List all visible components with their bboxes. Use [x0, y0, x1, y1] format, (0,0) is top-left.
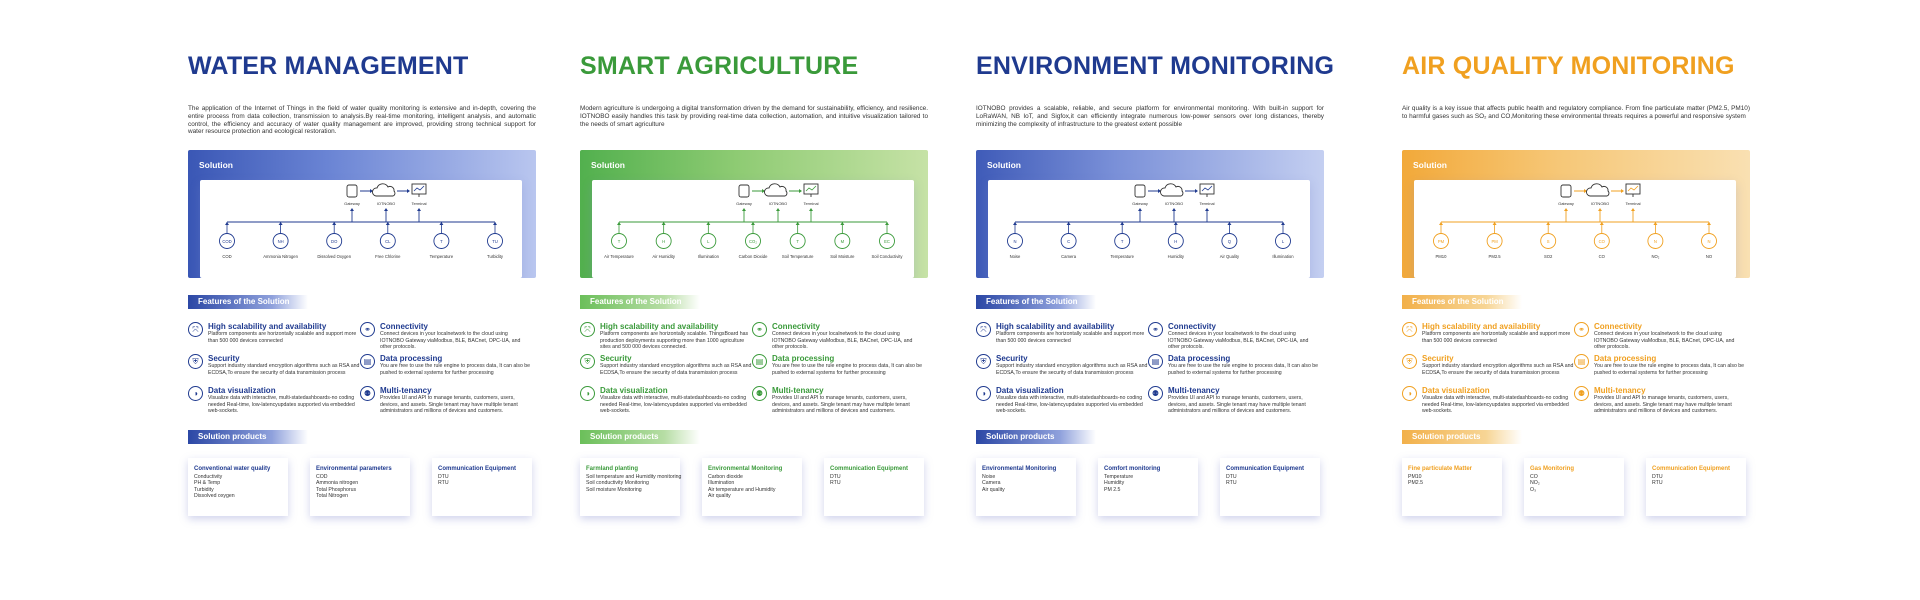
product-title: Communication Equipment	[830, 466, 908, 472]
feature-title: Connectivity	[1594, 322, 1643, 331]
product-item: RTU	[1652, 480, 1663, 487]
terminal-label: Terminal	[803, 201, 819, 206]
solution-diagram	[1402, 150, 1750, 278]
sensor-air-quality-icon	[1222, 234, 1237, 249]
sensor-abbr: CO₂	[749, 239, 757, 244]
product-card-farmland-planting[interactable]	[580, 458, 680, 516]
solution-card	[200, 180, 522, 278]
terminal-label: Terminal	[1625, 201, 1641, 206]
product-item: Temperature	[1104, 474, 1134, 480]
data-processing-icon: ▤	[1574, 354, 1589, 369]
sensor-label: Humidity	[1167, 254, 1184, 259]
product-title: Communication Equipment	[438, 466, 516, 472]
sensor-free-chlorine-icon	[380, 234, 395, 249]
sensor-abbr: Q	[1227, 239, 1232, 244]
sensor-air-temperature-icon	[612, 234, 627, 249]
product-title: Farmland planting	[586, 466, 639, 472]
scalability-icon: ⤧	[188, 322, 203, 337]
sensor-label: Carbon Dioxide	[738, 254, 768, 259]
data-processing-icon: ▤	[1148, 354, 1163, 369]
sensor-abbr: TU	[492, 239, 498, 244]
feature-title: High scalability and availability	[996, 322, 1115, 331]
sensor-soil-moisture-icon	[835, 234, 850, 249]
connectivity-icon: ⚭	[752, 322, 767, 337]
product-item: Humidity	[1104, 480, 1125, 487]
sensor-abbr: DO	[331, 239, 338, 244]
cloud-icon	[1160, 184, 1182, 196]
multi-tenancy-icon: ⚉	[752, 386, 767, 401]
panel-water-management	[188, 50, 536, 530]
terminal-label: Terminal	[1199, 201, 1215, 206]
sensor-cod-icon	[220, 234, 235, 249]
security-icon: ⛨	[580, 354, 595, 369]
products-header: Solution products	[188, 430, 308, 444]
sensor-abbr: H	[1174, 239, 1178, 244]
feature-title: High scalability and availability	[1422, 322, 1541, 331]
solution-label: Solution	[987, 160, 1021, 170]
sensor-abbr: N	[1653, 239, 1657, 244]
sensor-label: PM2.5	[1488, 254, 1501, 259]
cloud-icon	[764, 184, 786, 196]
product-item: PH & Temp	[194, 480, 221, 487]
sensor-abbr: EC	[884, 239, 890, 244]
product-item: Air quality	[982, 486, 1005, 493]
feature-description: Visualize data with interactive, multi-statedashboards-no coding needed Real-time, low-latencyupdates supported via embedded web-sockets.	[996, 395, 1143, 415]
sensor-abbr: N	[1707, 239, 1711, 244]
terminal-icon	[1626, 184, 1640, 197]
sensor-pm2-5-icon	[1487, 234, 1502, 249]
terminal-icon	[1200, 184, 1214, 197]
sensor-label: Illumination	[697, 254, 719, 259]
feature-description: You are free to use the rule engine to process data, It can also be pushed to external systems for further processing	[380, 363, 531, 376]
scalability-icon: ⤧	[976, 322, 991, 337]
panel-description: Modern agriculture is undergoing a digital transformation driven by the demand for sustainability, efficiency, and resilience. IOTNOBO easily handles this task by providing real-time data collection, automation, and intuitive visualization tailored to the needs of smart agriculture	[580, 105, 928, 128]
product-item: Noise	[982, 474, 996, 480]
panel-title: WATER MANAGEMENT	[188, 52, 469, 80]
features-header: Features of the Solution	[580, 295, 700, 309]
multi-tenancy-icon: ⚉	[1574, 386, 1589, 401]
product-title: Environmental Monitoring	[708, 466, 783, 472]
solution-label: Solution	[199, 160, 233, 170]
sensor-abbr: M	[840, 239, 845, 244]
feature-title: Data processing	[380, 354, 443, 363]
connectivity-icon: ⚭	[1148, 322, 1163, 337]
sensor-turbidity-icon	[488, 234, 503, 249]
feature-description: Visualize data with interactive, multi-statedashboards-no coding needed Real-time, low-latencyupdates supported via embedded web-sockets.	[208, 395, 355, 415]
feature-title: Connectivity	[1168, 322, 1217, 331]
solution-diagram	[580, 150, 928, 278]
product-item: DTU	[1226, 474, 1237, 480]
features-header: Features of the Solution	[976, 295, 1096, 309]
product-title: Environmental Monitoring	[982, 466, 1057, 472]
gateway-icon	[739, 185, 749, 197]
products-row	[188, 458, 536, 516]
data-visualization-icon: ◑	[976, 386, 991, 401]
feature-title: Security	[600, 354, 632, 363]
product-item: Ammonia nitrogen	[316, 480, 359, 487]
product-item: CO	[1530, 474, 1538, 480]
product-title: Gas Monitoring	[1530, 466, 1574, 472]
feature-title: Data visualization	[208, 386, 276, 395]
sensor-label: Free Chlorine	[375, 254, 401, 259]
sensor-co-icon	[1594, 234, 1609, 249]
panel-description: The application of the Internet of Things in the field of water quality monitoring is extensive and in-depth, covering the entire process from data collection, transmission to analysis.By real-time monitoring, intelligent analysis, and automatic control, the efficiency and accuracy of water quality management are improved, providing strong technical support for water resource protection and ecological restoration.	[188, 105, 536, 136]
sensor-label: NO₂	[1651, 254, 1660, 259]
security-icon: ⛨	[976, 354, 991, 369]
solution-diagram	[188, 150, 536, 278]
product-card-environmental-parameters[interactable]	[310, 458, 410, 516]
panel-environment-monitoring	[976, 50, 1335, 530]
feature-title: Data processing	[772, 354, 835, 363]
sensor-abbr: CL	[385, 239, 391, 244]
product-title: Communication Equipment	[1226, 466, 1304, 472]
sensor-abbr: NH	[277, 239, 284, 244]
panel-title: AIR QUALITY MONITORING	[1402, 52, 1735, 80]
product-item: COD	[316, 474, 328, 480]
connectivity-icon: ⚭	[360, 322, 375, 337]
sensor-abbr: PM	[1437, 239, 1445, 244]
panel-smart-agriculture	[580, 50, 928, 530]
sensor-noise-icon	[1008, 234, 1023, 249]
sensor-label: Air Quality	[1219, 254, 1240, 259]
gateway-label: Gateway	[736, 201, 752, 206]
product-item: Total Nitrogen	[316, 493, 349, 500]
sensor-carbon-dioxide-icon	[746, 234, 761, 249]
solution-flow-svg	[592, 180, 914, 278]
security-icon: ⛨	[1402, 354, 1417, 369]
feature-title: High scalability and availability	[600, 322, 719, 331]
products-header: Solution products	[1402, 430, 1522, 444]
sensor-abbr: N	[1013, 239, 1017, 244]
product-item: Turbidity	[194, 486, 214, 493]
scalability-icon: ⤧	[580, 322, 595, 337]
data-visualization-icon: ◑	[580, 386, 595, 401]
data-visualization-icon: ◑	[188, 386, 203, 401]
feature-description: Provides UI and API to manage tenants, customers, users, devices, and assets. Single tenant may have multiple tenant administrators and millions of devices and customers.	[772, 395, 910, 415]
sensor-abbr: T	[617, 239, 621, 244]
products-row	[580, 458, 928, 516]
solution-card	[1414, 180, 1736, 278]
feature-description: Support industry standard encryption algorithms such as RSA and ECDSA,To ensure the security of data transmission process	[208, 363, 360, 376]
sensor-label: PM10	[1435, 254, 1447, 259]
feature-description: Platform components are horizontally scalable. ThingsBoard has production deployments supporting more than 1000 agriculture sites and 500 000 devices connected.	[600, 331, 749, 351]
connectivity-icon: ⚭	[1574, 322, 1589, 337]
product-item: DTU	[830, 474, 841, 480]
feature-description: Visualize data with interactive, multi-statedashboards-no coding needed Real-time, low-latencyupdates supported via embedded web-sockets.	[600, 395, 747, 415]
feature-title: Data visualization	[600, 386, 668, 395]
gateway-icon	[1561, 185, 1571, 197]
cloud-label: IOTNOBO	[1590, 201, 1610, 206]
sensor-label: Soil Temperature	[781, 254, 814, 259]
solution-flow-svg	[1414, 180, 1736, 278]
product-card-environmental-monitoring[interactable]	[976, 458, 1076, 516]
cloud-icon	[372, 184, 394, 196]
feature-description: You are free to use the rule engine to process data, It can also be pushed to external systems for further processing	[1168, 363, 1319, 376]
terminal-icon	[412, 184, 426, 197]
product-item: O₃	[1530, 486, 1537, 493]
products-header: Solution products	[580, 430, 700, 444]
product-item: RTU	[1226, 480, 1237, 487]
product-item: PM2.5	[1408, 480, 1423, 487]
gateway-icon	[347, 185, 357, 197]
gateway-label: Gateway	[1558, 201, 1574, 206]
product-card-communication-equipment[interactable]	[824, 458, 924, 516]
sensor-label: Air Humidity	[652, 254, 675, 259]
sensor-label: Dissolved Oxygen	[317, 254, 352, 259]
feature-description: Provides UI and API to manage tenants, customers, users, devices, and assets. Single tenant may have multiple tenant administrators and millions of devices and customers.	[380, 395, 518, 415]
product-card-communication-equipment[interactable]	[1220, 458, 1320, 516]
multi-tenancy-icon: ⚉	[360, 386, 375, 401]
product-item: DTU	[438, 474, 449, 480]
sensor-abbr: PM	[1491, 239, 1498, 244]
sensor-humidity-icon	[1168, 234, 1183, 249]
product-title: Conventional water quality	[194, 466, 271, 472]
sensor-abbr: T	[440, 239, 443, 244]
feature-description: Support industry standard encryption algorithms such as RSA and ECDSA,To ensure the security of data transmission process	[600, 363, 752, 376]
sensor-illumination-icon	[701, 234, 716, 249]
terminal-icon	[804, 184, 818, 197]
feature-title: Connectivity	[772, 322, 821, 331]
sensor-abbr: COD	[222, 239, 232, 244]
product-item: Illumination	[708, 480, 735, 487]
sensor-label: SO2	[1544, 254, 1553, 259]
sensor-abbr: L	[707, 239, 710, 244]
data-visualization-icon: ◑	[1402, 386, 1417, 401]
product-card-environmental-monitoring[interactable]	[702, 458, 802, 516]
feature-description: You are free to use the rule engine to process data, It can also be pushed to external systems for further processing	[772, 363, 923, 376]
sensor-abbr: T	[1120, 239, 1124, 244]
product-item: Air temperature and Humidity	[708, 486, 776, 493]
solution-card	[988, 180, 1310, 278]
sensor-label: Ammonia Nitrogen	[263, 254, 298, 259]
sensor-abbr: CO	[1598, 239, 1605, 244]
sensor-label: Turbidity	[487, 254, 503, 259]
product-item: Soil temperature and Humidity monitoring	[586, 474, 682, 480]
cloud-label: IOTNOBO	[1164, 201, 1184, 206]
panel-description: IOTNOBO provides a scalable, reliable, and secure platform for environmental monitoring. With built-in support for LoRaWAN, NB IoT, and Sigfox,it can efficiently integrate numerous low-power sensors over long distances, thereby minimizing the complexity of infrastructure to the greatest extent possible	[976, 105, 1324, 128]
terminal-label: Terminal	[411, 201, 427, 206]
feature-description: Support industry standard encryption algorithms such as RSA and ECDSA,To ensure the security of data transmission process	[1422, 363, 1574, 376]
feature-description: Platform components are horizontally scalable and support more than 500 000 devices connected	[208, 331, 357, 344]
sensor-label: NO	[1705, 254, 1713, 259]
feature-title: Data processing	[1594, 354, 1657, 363]
sensor-abbr: C	[1067, 239, 1071, 244]
solution-diagram	[976, 150, 1324, 278]
product-item: Total Phosphorus	[316, 486, 357, 493]
feature-title: Security	[996, 354, 1028, 363]
cloud-label: IOTNOBO	[376, 201, 396, 206]
sensor-no-icon	[1648, 234, 1663, 249]
feature-title: High scalability and availability	[208, 322, 327, 331]
sensor-temperature-icon	[434, 234, 449, 249]
feature-title: Multi-tenancy	[380, 386, 432, 395]
sensor-pm10-icon	[1434, 234, 1449, 249]
panel-description: Air quality is a key issue that affects public health and regulatory compliance. From fine particulate matter (PM2.5, PM10) to harmful gases such as SO₂ and CO,Monitoring these environmental threats requires a powerful and responsive system	[1402, 105, 1750, 120]
feature-title: Multi-tenancy	[1594, 386, 1646, 395]
product-item: Dissolved oxygen	[194, 493, 235, 500]
security-icon: ⛨	[188, 354, 203, 369]
sensor-abbr: L	[1281, 239, 1285, 244]
product-title: Fine particulate Matter	[1408, 466, 1473, 472]
product-title: Environmental parameters	[316, 466, 392, 472]
sensor-label: Temperature	[429, 254, 454, 259]
sensor-label: Illumination	[1272, 254, 1294, 259]
feature-description: Platform components are horizontally scalable and support more than 500 000 devices connected	[1422, 331, 1571, 344]
panel-title: ENVIRONMENT MONITORING	[976, 52, 1335, 80]
sensor-ammonia-nitrogen-icon	[273, 234, 288, 249]
product-item: Conductivity	[194, 474, 223, 480]
gateway-icon	[1135, 185, 1145, 197]
sensor-label: Air Temperature	[604, 254, 634, 259]
sensor-no-icon	[1702, 234, 1717, 249]
products-header: Solution products	[976, 430, 1096, 444]
sensor-temperature-icon	[1115, 234, 1130, 249]
feature-title: Security	[1422, 354, 1454, 363]
sensor-so2-icon	[1541, 234, 1556, 249]
feature-description: Connect devices in your localnetwork to the cloud using IOTNOBO Gateway viaModbus, BLE, BACnet, OPC-UA, and other protocols.	[772, 331, 913, 351]
product-item: RTU	[438, 480, 449, 487]
sensor-label: CO	[1598, 254, 1605, 259]
feature-description: Connect devices in your localnetwork to the cloud using IOTNOBO Gateway viaModbus, BLE, BACnet, OPC-UA, and other protocols.	[380, 331, 521, 351]
sensor-abbr: H	[662, 239, 666, 244]
sensor-soil-temperature-icon	[790, 234, 805, 249]
products-row	[976, 458, 1324, 516]
feature-title: Data processing	[1168, 354, 1231, 363]
product-title: Communication Equipment	[1652, 466, 1730, 472]
product-item: Soil conductivity Monitoring	[586, 480, 649, 487]
sensor-abbr: T	[796, 239, 799, 244]
feature-title: Multi-tenancy	[1168, 386, 1220, 395]
data-processing-icon: ▤	[752, 354, 767, 369]
features-header: Features of the Solution	[188, 295, 308, 309]
sensor-label: Noise	[1009, 254, 1021, 259]
sensor-abbr: S	[1546, 239, 1550, 244]
feature-title: Multi-tenancy	[772, 386, 824, 395]
data-processing-icon: ▤	[360, 354, 375, 369]
products-row	[1402, 458, 1750, 516]
feature-description: Provides UI and API to manage tenants, customers, users, devices, and assets. Single tenant may have multiple tenant administrators and millions of devices and customers.	[1594, 395, 1732, 415]
product-item: PM10	[1408, 474, 1422, 480]
solution-label: Solution	[591, 160, 625, 170]
feature-description: You are free to use the rule engine to process data, It can also be pushed to external systems for further processing	[1594, 363, 1745, 376]
gateway-label: Gateway	[344, 201, 360, 206]
sensor-label: COD	[222, 254, 232, 259]
multi-tenancy-icon: ⚉	[1148, 386, 1163, 401]
scalability-icon: ⤧	[1402, 322, 1417, 337]
feature-description: Support industry standard encryption algorithms such as RSA and ECDSA,To ensure the security of data transmission process	[996, 363, 1148, 376]
product-card-gas-monitoring[interactable]	[1524, 458, 1624, 516]
product-title: Comfort monitoring	[1104, 466, 1161, 472]
feature-description: Provides UI and API to manage tenants, customers, users, devices, and assets. Single tenant may have multiple tenant administrators and millions of devices and customers.	[1168, 395, 1306, 415]
feature-title: Security	[208, 354, 240, 363]
feature-description: Platform components are horizontally scalable and support more than 500 000 devices connected	[996, 331, 1145, 344]
solution-flow-svg	[200, 180, 522, 278]
panel-air-quality-monitoring	[1402, 50, 1750, 530]
sensor-soil-conductivity-icon	[880, 234, 895, 249]
feature-title: Data visualization	[996, 386, 1064, 395]
product-card-conventional-water-quality[interactable]	[188, 458, 288, 516]
sensor-label: Temperature	[1110, 254, 1134, 259]
sensor-label: Soil Moisture	[830, 254, 855, 259]
feature-description: Connect devices in your localnetwork to the cloud using IOTNOBO Gateway viaModbus, BLE, BACnet, OPC-UA, and other protocols.	[1594, 331, 1735, 351]
feature-description: Visualize data with interactive, multi-statedashboards-no coding needed Real-time, low-latencyupdates supported via embedded web-sockets.	[1422, 395, 1569, 415]
product-item: DTU	[1652, 474, 1663, 480]
product-card-communication-equipment[interactable]	[1646, 458, 1746, 516]
product-card-fine-particulate-matter[interactable]	[1402, 458, 1502, 516]
product-item: Air quality	[708, 493, 731, 500]
solution-card	[592, 180, 914, 278]
sensor-label: Camera	[1061, 254, 1077, 259]
gateway-label: Gateway	[1132, 201, 1148, 206]
solution-flow-svg	[988, 180, 1310, 278]
sensor-dissolved-oxygen-icon	[327, 234, 342, 249]
product-item: PM 2.5	[1104, 486, 1121, 493]
sensor-air-humidity-icon	[656, 234, 671, 249]
product-item: Carbon dioxide	[708, 474, 743, 480]
feature-title: Data visualization	[1422, 386, 1490, 395]
cloud-label: IOTNOBO	[768, 201, 788, 206]
product-card-communication-equipment[interactable]	[432, 458, 532, 516]
sensor-camera-icon	[1061, 234, 1076, 249]
product-item: RTU	[830, 480, 841, 487]
product-item: Soil moisture Monitoring	[586, 486, 642, 493]
sensor-label: Soil Conductivity	[871, 254, 903, 259]
cloud-icon	[1586, 184, 1608, 196]
panel-title: SMART AGRICULTURE	[580, 52, 859, 80]
product-card-comfort-monitoring[interactable]	[1098, 458, 1198, 516]
product-item: Camera	[982, 480, 1001, 487]
sensor-illumination-icon	[1276, 234, 1291, 249]
features-header: Features of the Solution	[1402, 295, 1522, 309]
feature-title: Connectivity	[380, 322, 429, 331]
product-item: NO₂	[1530, 480, 1540, 487]
solution-label: Solution	[1413, 160, 1447, 170]
feature-description: Connect devices in your localnetwork to the cloud using IOTNOBO Gateway viaModbus, BLE, BACnet, OPC-UA, and other protocols.	[1168, 331, 1309, 351]
